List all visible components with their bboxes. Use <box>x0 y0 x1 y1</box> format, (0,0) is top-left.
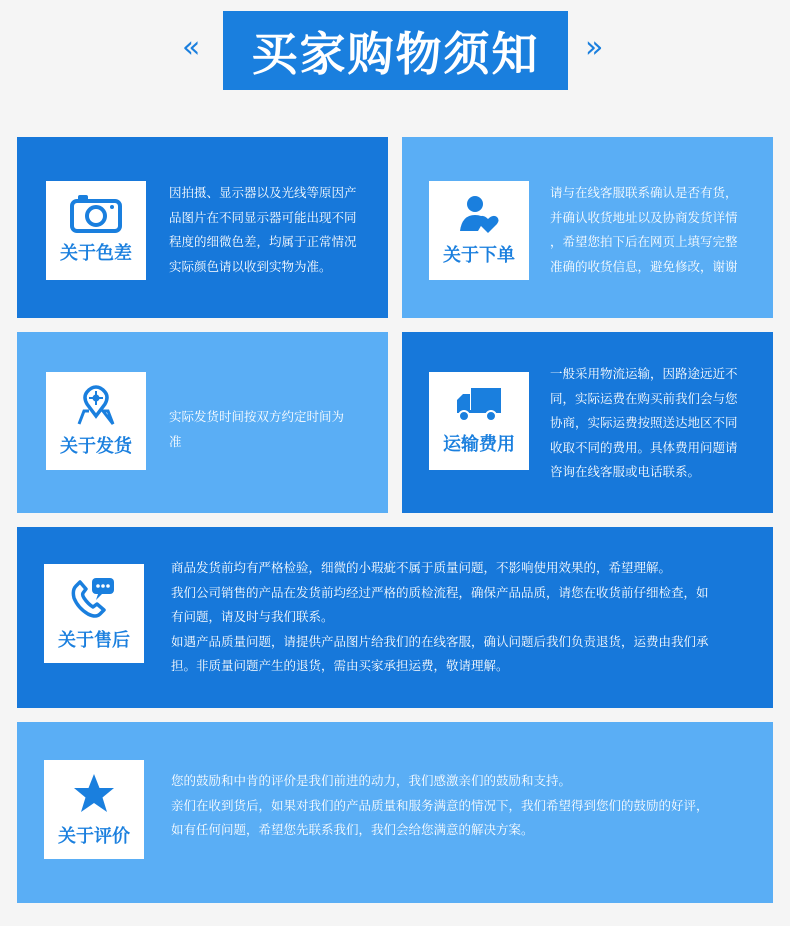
order-icon-card <box>429 181 529 280</box>
freight-line: 收取不同的费用。具体费用问题请 <box>550 439 738 455</box>
review-panel <box>17 722 773 903</box>
color-icon-card <box>46 181 146 280</box>
aftersale-panel <box>17 527 773 708</box>
color-line: 实际颜色请以收到实物为准。 <box>169 258 332 274</box>
right-chevron-icon: » <box>585 30 604 65</box>
aftersale-line: 商品发货前均有严格检验，细微的小瑕疵不属于质量问题，不影响使用效果的，希望理解。 <box>171 560 672 575</box>
review-line: 亲们在收到货后，如果对我们的产品质量和服务满意的情况下，我们希望得到您们的鼓励的好评， <box>171 797 709 813</box>
review-icon-card <box>44 760 144 859</box>
aftersale-line: 担。非质量问题产生的退货，需由买家承担运费，敬请理解。 <box>171 658 509 673</box>
aftersale-line: 我们公司销售的产品在发货前均经过严格的质检流程，确保产品品质，请您在收货前仔细检查，如 <box>171 584 709 600</box>
review-line: 您的鼓励和中肯的评价是我们前进的动力，我们感激亲们的鼓励和支持。 <box>171 773 572 788</box>
order-line: 并确认收货地址以及协商发货详情 <box>550 209 738 225</box>
freight-label: 运输费用 <box>443 434 515 455</box>
order-panel <box>402 137 773 318</box>
color-label: 关于色差 <box>60 243 132 264</box>
order-line: ，希望您拍下后在网页上填写完整 <box>550 234 738 249</box>
order-line: 准确的收货信息，避免修改，谢谢 <box>550 258 738 274</box>
freight-panel <box>402 332 773 513</box>
order-label: 关于下单 <box>443 245 515 266</box>
color-line: 因拍摄、显示器以及光线等原因产 <box>169 185 357 200</box>
freight-description <box>550 362 738 485</box>
camera-icon <box>70 193 122 233</box>
phone-chat-icon <box>70 576 118 620</box>
user-heart-icon <box>458 193 500 235</box>
header <box>0 0 790 110</box>
order-description <box>550 181 738 279</box>
color-line: 程度的细微色差，均属于正常情况 <box>169 234 357 249</box>
truck-icon <box>455 384 503 424</box>
shipping-line: 实际发货时间按双方约定时间为 <box>169 409 345 424</box>
shipping-label: 关于发货 <box>60 436 132 457</box>
review-line: 如有任何问题，希望您先联系我们，我们会给您满意的解决方案。 <box>171 822 534 837</box>
freight-line: 咨询在线客服或电话联系。 <box>550 464 701 479</box>
aftersale-icon-card <box>44 564 144 663</box>
color-description <box>169 181 357 279</box>
shipping-description <box>169 405 344 454</box>
page-title: 买家购物须知 <box>223 11 568 90</box>
shipping-line: 准 <box>169 433 182 449</box>
review-description <box>171 769 709 843</box>
aftersale-description <box>171 556 709 679</box>
color-line: 品图片在不同显示器可能出现不同 <box>169 209 357 225</box>
star-icon <box>72 772 116 816</box>
left-chevron-icon: « <box>182 30 201 65</box>
aftersale-line: 如遇产品质量问题，请提供产品图片给我们的在线客服，确认问题后我们负责退货，运费由我们承 <box>171 633 709 649</box>
freight-line: 协商，实际运费按照送达地区不同 <box>550 415 738 430</box>
freight-line: 同，实际运费在购买前我们会与您 <box>550 390 738 406</box>
freight-icon-card <box>429 372 529 470</box>
color-panel <box>17 137 388 318</box>
aftersale-line: 有问题，请及时与我们联系。 <box>171 609 334 624</box>
freight-line: 一般采用物流运输，因路途远近不 <box>550 366 738 381</box>
map-pin-icon <box>75 384 117 426</box>
shipping-panel <box>17 332 388 513</box>
shipping-icon-card <box>46 372 146 470</box>
review-label: 关于评价 <box>58 826 130 847</box>
order-line: 请与在线客服联系确认是否有货， <box>550 185 738 200</box>
aftersale-label: 关于售后 <box>58 630 130 651</box>
